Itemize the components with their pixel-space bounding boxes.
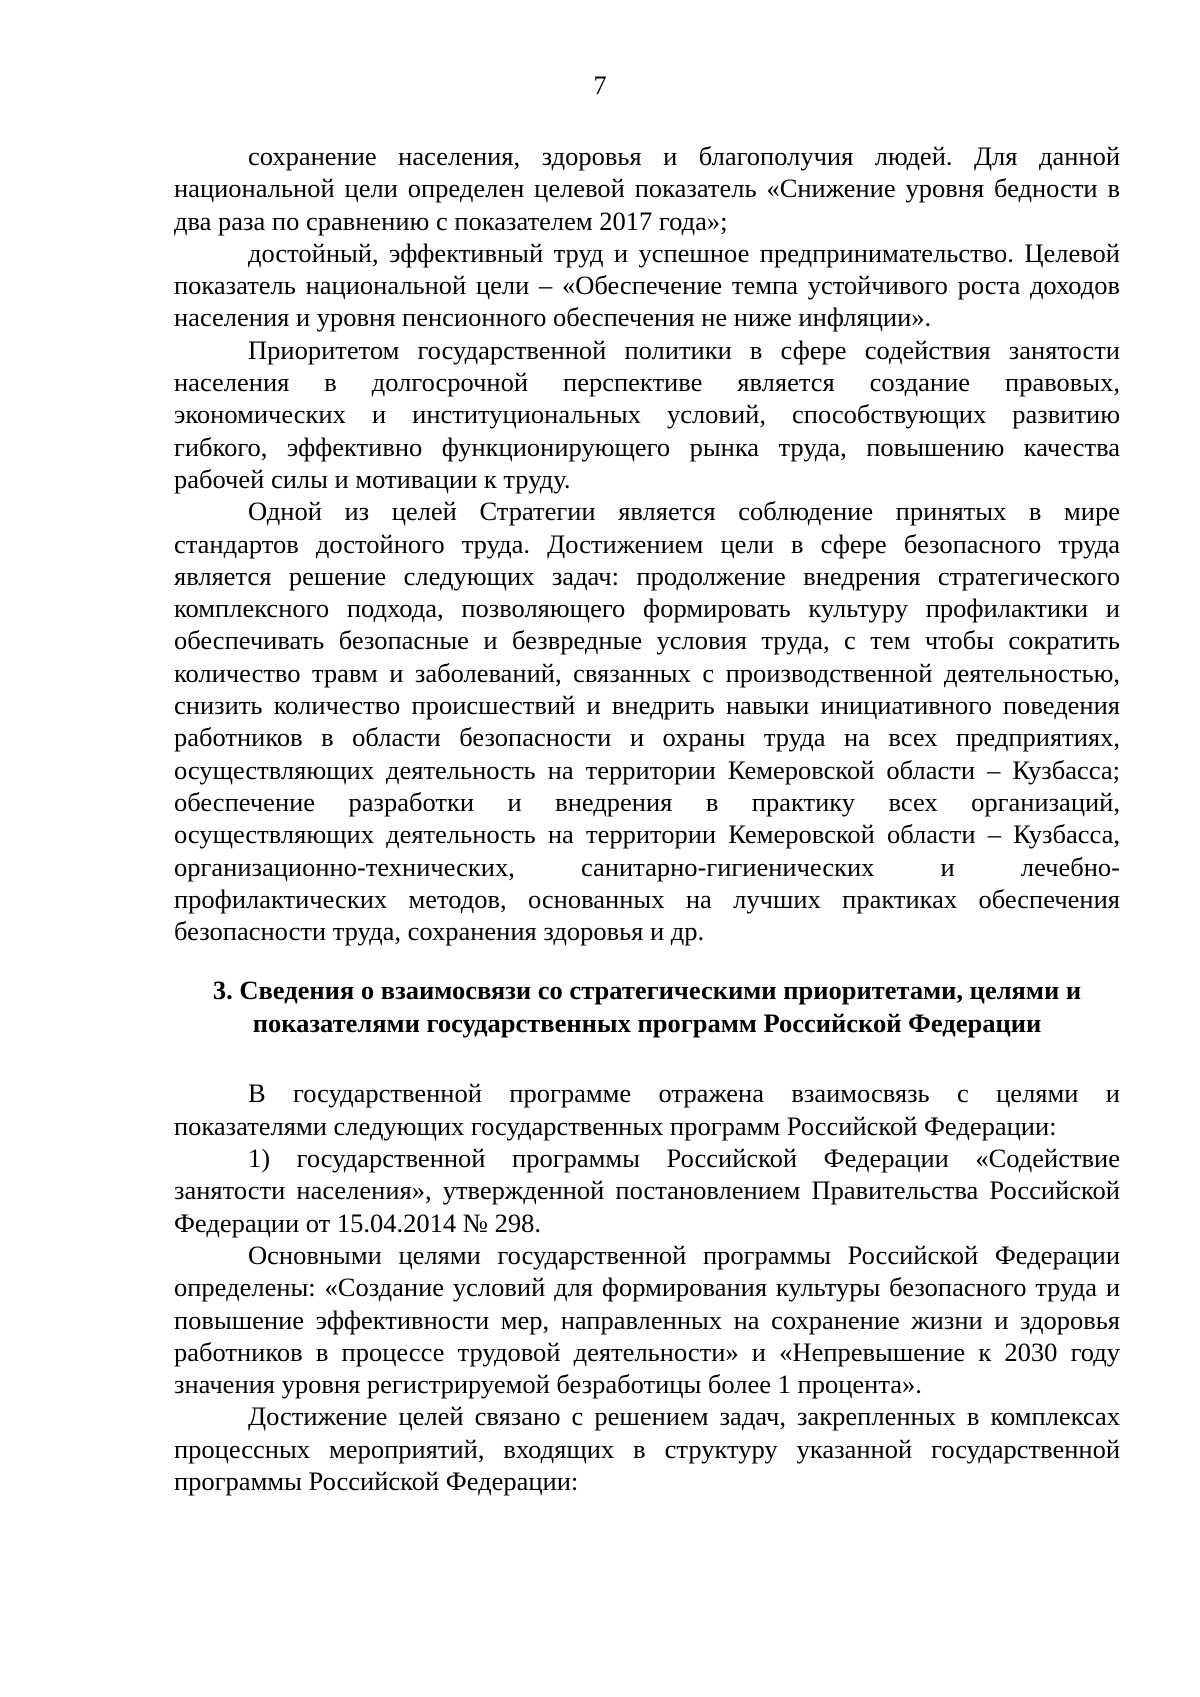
paragraph-population-goal: сохранение населения, здоровья и благополучия людей. Для данной национальной цели определен целевой показатель «Снижение уровня бедности в два раза по сравнению с показателем 2017 года»;: [174, 141, 1120, 236]
paragraph-program-relationship: В государственной программе отражена взаимосвязь с целями и показателями следующих государственных программ Российской Федерации:: [174, 1078, 1120, 1141]
document-body: [174, 140, 1120, 1497]
page-number: 7: [593, 71, 607, 100]
section-3-body: [174, 1077, 1120, 1497]
section-heading-line-2: показателями государственных программ Российской Федерации: [252, 1008, 1042, 1039]
intro-section: [174, 140, 1120, 947]
paragraph-decent-work-goal: достойный, эффективный труд и успешное предпринимательство. Целевой показатель национальной цели – «Обеспечение темпа устойчивого роста доходов населения и уровня пенсионного обеспечения не ниже инфляции».: [174, 237, 1120, 333]
paragraph-program-goals: Основными целями государственной программы Российской Федерации определены: «Создание условий для формирования культуры безопасного труда и повышение эффективности мер, направленных на сохранение жизни и здоровья работников в процессе трудовой деятельности» и «Непревышение к 2030 году значения уровня регистрируемой безработицы более 1 процента».: [174, 1239, 1120, 1400]
paragraph-goal-achievement: Достижение целей связано с решением задач, закрепленных в комплексах процессных мероприятий, входящих в структуру указанной государственной программы Российской Федерации:: [174, 1401, 1120, 1496]
paragraph-employment-priority: Приоритетом государственной политики в сфере содействия занятости населения в долгосрочной перспективе является создание правовых, экономических и институциональных условий, способствующих развитию гибкого, эффективно функционирующего рынка труда, повышению качества рабочей силы и мотивации к труду.: [174, 334, 1120, 494]
paragraph-program-item-1: 1) государственной программы Российской Федерации «Содействие занятости населения», утвержденной постановлением Правительства Российской Федерации от 15.04.2014 № 298.: [174, 1143, 1120, 1238]
section-heading: [174, 974, 1120, 1040]
paragraph-safe-labor-tasks: Одной из целей Стратегии является соблюдение принятых в мире стандартов достойного труда. Достижением цели в сфере безопасного труда является решение следующих задач: продолжение внедрения стратегического комплексного подхода, позволяющего формировать культуру профилактики и обеспечивать безопасные и безвредные условия труда, с тем чтобы сократить количество травм и заболеваний, связанных с производственной деятельностью, снизить количество происшествий и внедрить навыки инициативного поведения работников в области безопасности и охраны труда на всех предприятиях, осуществляющих деятельность на территории Кемеровской области – Кузбасса; обеспечение разработки и внедрения в практику всех организаций, осуществляющих деятельность на территории Кемеровской области – Кузбасса, организационно-технических, санитарно-гигиенических и лечебно-профилактических методов, основанных на лучших практиках обеспечения безопасности труда, сохранения здоровья и др.: [174, 496, 1120, 947]
section-heading-line-1: 3. Сведения о взаимосвязи со стратегическими приоритетами, целями и: [212, 975, 1082, 1006]
